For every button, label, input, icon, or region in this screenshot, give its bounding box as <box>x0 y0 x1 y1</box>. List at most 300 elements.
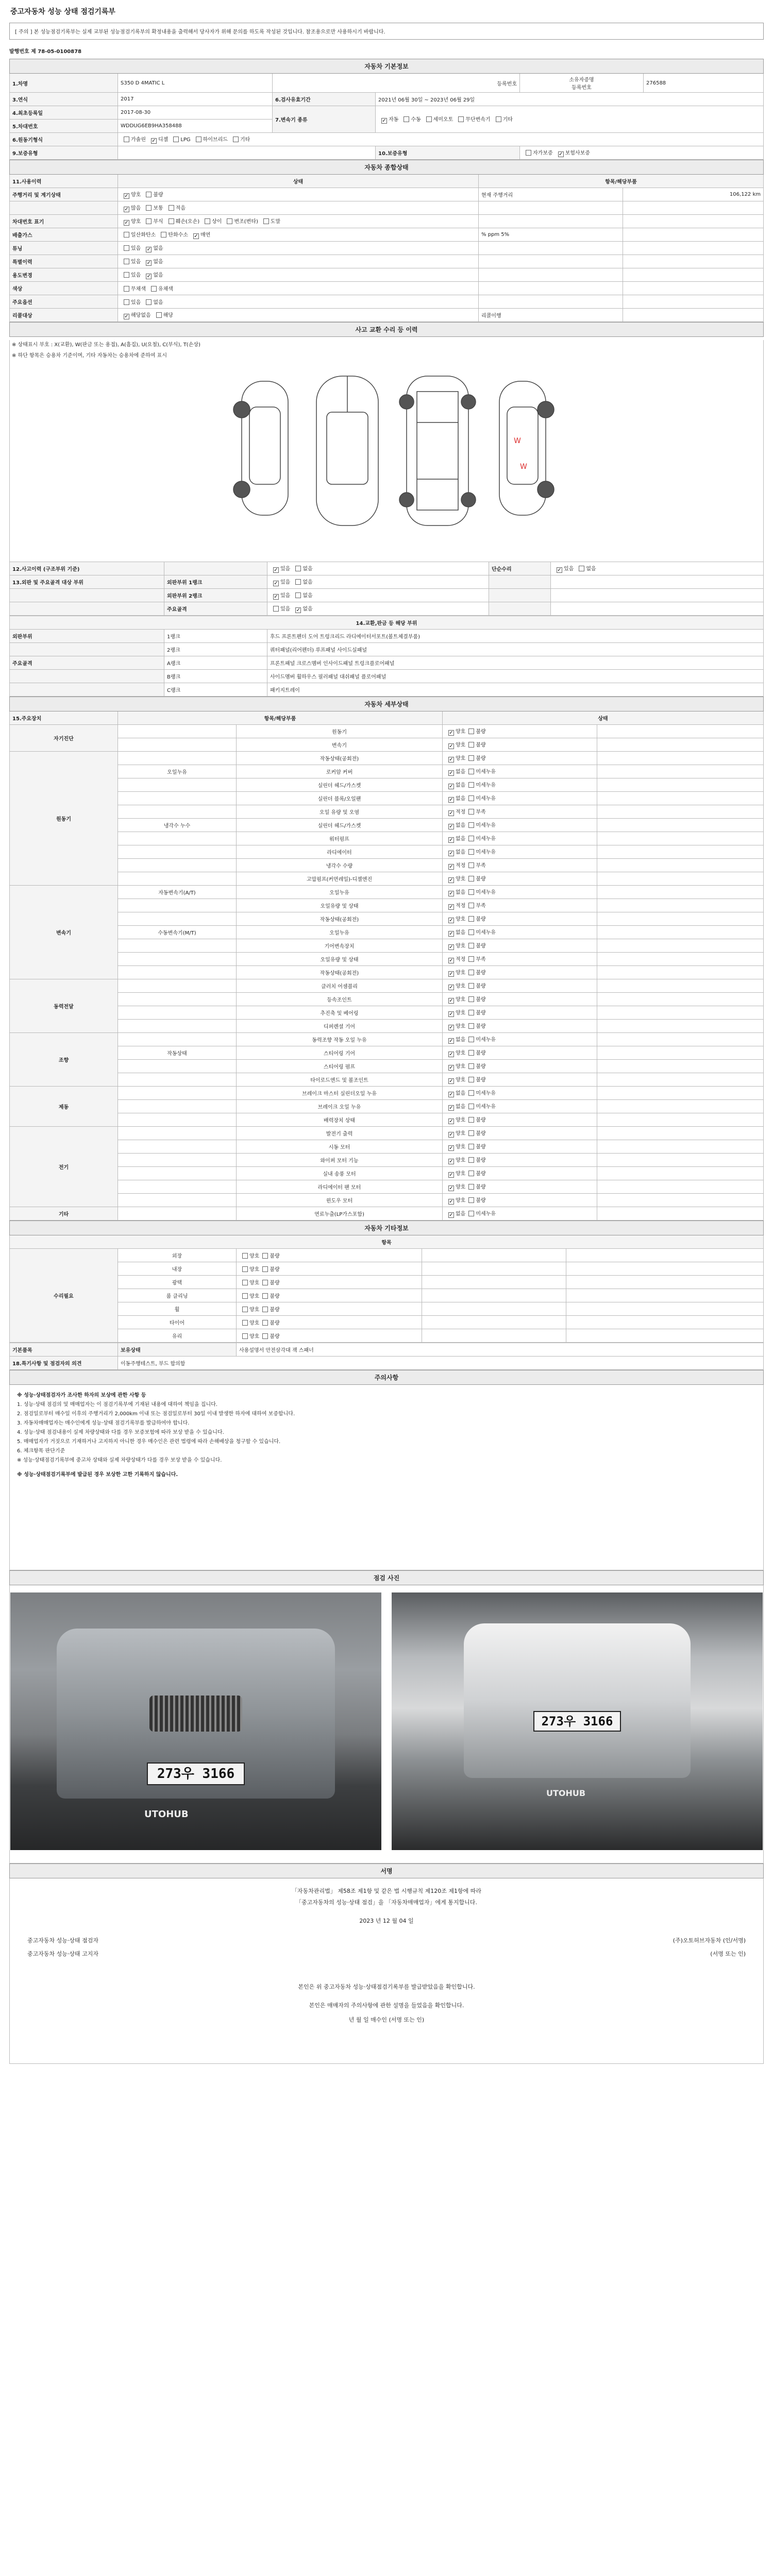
checkbox-label: 없음 <box>153 273 163 278</box>
table-row <box>10 683 764 697</box>
checkbox-option[interactable] <box>121 257 141 265</box>
sub-label <box>118 1033 237 1046</box>
checkbox[interactable] <box>448 784 454 789</box>
checkbox[interactable] <box>468 1010 474 1015</box>
rank-label: C랭크 <box>164 683 267 697</box>
checkbox[interactable] <box>233 137 239 142</box>
checkbox-option[interactable] <box>292 564 312 572</box>
checkbox[interactable] <box>273 567 279 573</box>
checkbox[interactable] <box>262 1333 268 1339</box>
checkbox[interactable] <box>448 757 454 762</box>
empty-cell <box>597 1127 764 1140</box>
empty-cell <box>566 1329 764 1343</box>
empty-cell <box>597 792 764 805</box>
reg-sub: 등록번호 <box>572 85 592 91</box>
table-row <box>10 966 764 979</box>
empty-cell <box>597 738 764 752</box>
checkbox[interactable] <box>273 581 279 586</box>
notes-heading: 주의사항 <box>10 1370 764 1385</box>
checkbox[interactable] <box>448 1172 454 1178</box>
empty-cell <box>422 1262 566 1276</box>
checkbox[interactable] <box>173 137 179 142</box>
checkbox[interactable] <box>448 985 454 990</box>
row-label <box>10 683 164 697</box>
top-notice-text: [ 주의 ] 본 성능점검기록부는 실제 교부된 성능점검기록부의 확정내용을 출력해서 당사자가 위해 문의를 하도록 작성된 것입니다. 참조용으로만 사용하시기 바랍니다. <box>15 29 385 35</box>
checkbox[interactable] <box>124 299 129 305</box>
checkbox[interactable] <box>169 218 174 224</box>
checkbox[interactable] <box>448 797 454 803</box>
checkbox[interactable] <box>193 233 199 239</box>
checkbox[interactable] <box>242 1293 248 1299</box>
checkbox[interactable] <box>161 232 166 238</box>
checkbox[interactable] <box>468 929 474 935</box>
checkbox-option[interactable] <box>170 137 190 143</box>
row-label: 차대번호 표기 <box>10 215 118 228</box>
checkbox[interactable] <box>468 1144 474 1149</box>
checkbox[interactable] <box>468 755 474 761</box>
checkbox-option[interactable] <box>493 115 513 123</box>
checkbox[interactable] <box>124 272 129 278</box>
checkbox[interactable] <box>146 205 152 211</box>
checkbox-option[interactable] <box>292 604 312 613</box>
checkbox[interactable] <box>557 567 562 573</box>
checkbox[interactable] <box>381 118 387 124</box>
checkbox[interactable] <box>468 1037 474 1042</box>
checkbox[interactable] <box>262 1253 268 1259</box>
note-label <box>479 282 623 295</box>
checkbox[interactable] <box>242 1333 248 1339</box>
front-photo <box>10 1592 381 1850</box>
checkbox[interactable] <box>448 743 454 749</box>
sub-label <box>118 1154 237 1167</box>
inspector-row <box>17 1934 756 1947</box>
checkbox[interactable] <box>448 918 454 923</box>
checkbox-label: 자동 <box>389 117 399 123</box>
checkbox[interactable] <box>468 728 474 734</box>
checkbox[interactable] <box>124 207 129 212</box>
state-options: 양호 불량 <box>237 1249 422 1262</box>
checkbox-option[interactable] <box>143 190 163 198</box>
table-row <box>10 1180 764 1194</box>
legend-text-2: ※ 하단 항목은 승용차 기준이며, 기타 자동차는 승용차에 준하여 표시 <box>12 353 167 359</box>
checkbox[interactable] <box>262 1320 268 1326</box>
checkbox[interactable] <box>468 782 474 788</box>
sub-label <box>118 778 237 792</box>
state-options: ✓ 양호 불량 <box>443 966 597 979</box>
col-header: 상태 <box>443 711 764 725</box>
checkbox[interactable] <box>448 1105 454 1111</box>
note-label: % ppm 5% <box>479 228 623 242</box>
checkbox-option[interactable] <box>153 311 173 318</box>
checkbox[interactable] <box>196 137 201 142</box>
checkbox[interactable] <box>262 1280 268 1285</box>
state-options: ✓ 없음 미세누유 <box>443 1087 597 1100</box>
checkbox[interactable] <box>404 116 409 122</box>
checkbox-option[interactable] <box>121 190 141 199</box>
table-row <box>10 309 764 322</box>
row-label: 5.차대번호 <box>10 120 118 133</box>
checkbox-label: 무단변속기 <box>465 117 491 123</box>
checkbox[interactable] <box>526 150 531 156</box>
checkbox-option[interactable] <box>143 298 163 306</box>
row-label: 기본품목 <box>10 1343 118 1357</box>
checkbox[interactable] <box>124 193 129 199</box>
checkbox[interactable] <box>468 862 474 868</box>
col-header: 항목/해당부품 <box>479 175 764 188</box>
checkbox[interactable] <box>156 312 162 318</box>
checkbox[interactable] <box>448 730 454 736</box>
checkbox[interactable] <box>448 770 454 776</box>
checkbox[interactable] <box>468 1104 474 1109</box>
checkbox[interactable] <box>448 904 454 910</box>
empty-cell <box>422 1289 566 1302</box>
checkbox[interactable] <box>295 607 301 613</box>
table-row <box>10 1020 764 1033</box>
col-header: 항목/해당부품 <box>118 711 443 725</box>
checkbox-option[interactable] <box>270 578 290 586</box>
checkbox-option[interactable] <box>292 591 312 599</box>
part-label: 실린더 헤드/가스켓 <box>237 819 443 832</box>
checkbox[interactable] <box>262 1307 268 1312</box>
group-label: 전기 <box>10 1127 118 1207</box>
checkbox-option[interactable] <box>143 257 163 266</box>
checkbox-label: 양호 <box>131 219 141 225</box>
reg-number: 276588 <box>644 74 764 93</box>
checkbox[interactable] <box>227 218 232 224</box>
checkbox[interactable] <box>448 891 454 896</box>
sub-label <box>118 1113 237 1127</box>
checkbox-option[interactable] <box>143 217 163 225</box>
checkbox[interactable] <box>468 1117 474 1123</box>
checkbox-option[interactable] <box>143 204 163 211</box>
checkbox[interactable] <box>124 232 129 238</box>
checkbox-option[interactable] <box>143 244 163 252</box>
checkbox-option[interactable] <box>270 564 290 573</box>
checkbox[interactable] <box>448 1212 454 1218</box>
row-label-2 <box>489 589 551 602</box>
group-label: 변속기 <box>10 886 118 979</box>
state-options: ✓ 없음 미세누유 <box>443 926 597 939</box>
checkbox-label: 있음 <box>131 273 141 278</box>
checkbox[interactable] <box>448 1185 454 1191</box>
table-row <box>10 93 764 106</box>
checkbox[interactable] <box>468 1157 474 1163</box>
note-line: 3. 자동차매매업자는 매수인에게 성능·상태 점검기록부를 발급하여야 합니다. <box>17 1420 190 1426</box>
checkbox[interactable] <box>448 810 454 816</box>
checkbox[interactable] <box>468 822 474 828</box>
table-row <box>10 792 764 805</box>
checkbox[interactable] <box>426 116 432 122</box>
checkbox[interactable] <box>468 769 474 774</box>
checkbox[interactable] <box>448 998 454 1004</box>
checkbox-option[interactable] <box>148 284 173 292</box>
checkbox[interactable] <box>468 809 474 815</box>
checkbox[interactable] <box>273 606 279 612</box>
checkbox-option[interactable] <box>121 244 141 251</box>
checkbox-option[interactable] <box>143 270 163 279</box>
checkbox[interactable] <box>169 205 174 211</box>
checkbox-option[interactable] <box>230 135 250 143</box>
checkbox[interactable] <box>124 137 129 142</box>
checkbox[interactable] <box>468 1130 474 1136</box>
checkbox[interactable] <box>468 795 474 801</box>
checkbox[interactable] <box>124 220 129 226</box>
table-row <box>10 845 764 859</box>
checkbox-option[interactable] <box>292 578 312 585</box>
empty-cell <box>597 1207 764 1221</box>
checkbox-option[interactable] <box>193 135 228 143</box>
checkbox[interactable] <box>295 592 301 598</box>
checkbox[interactable] <box>468 876 474 882</box>
checkbox[interactable] <box>242 1266 248 1272</box>
row-label: 주요옵션 <box>10 295 118 309</box>
checkbox[interactable] <box>448 1092 454 1097</box>
checkbox-option[interactable] <box>555 148 590 157</box>
checkbox[interactable] <box>242 1307 248 1312</box>
state-options-2 <box>551 575 764 589</box>
checkbox[interactable] <box>146 274 152 279</box>
checkbox[interactable] <box>448 1118 454 1124</box>
state-options: 양호 불량 <box>237 1329 422 1343</box>
checkbox-option[interactable] <box>270 591 290 600</box>
state-options <box>118 201 479 215</box>
checkbox[interactable] <box>579 566 584 571</box>
checkbox[interactable] <box>448 971 454 977</box>
empty-cell <box>566 1249 764 1262</box>
detail-heading: 자동차 세부상태 <box>10 697 764 711</box>
checkbox-label: 부식 <box>153 219 163 225</box>
checkbox[interactable] <box>151 286 157 292</box>
checkbox[interactable] <box>262 1293 268 1299</box>
empty-cell <box>597 953 764 966</box>
reg-label: 소유자증명 <box>569 77 594 83</box>
notes-body <box>9 1385 764 1570</box>
table-row <box>10 74 764 93</box>
checkbox[interactable] <box>468 836 474 841</box>
checkbox[interactable] <box>146 192 152 197</box>
checkbox-option[interactable] <box>190 230 210 239</box>
note-line: 6. 체크항목 판단기준 <box>17 1448 65 1454</box>
checkbox[interactable] <box>468 1050 474 1056</box>
basic-items: 사용설명서 안전삼각대 잭 스패너 <box>237 1343 764 1357</box>
state-options <box>118 309 479 322</box>
checkbox[interactable] <box>124 314 129 319</box>
state-options: 양호 불량 <box>237 1302 422 1316</box>
checkbox[interactable] <box>242 1280 248 1285</box>
checkbox[interactable] <box>468 1023 474 1029</box>
empty-cell <box>597 993 764 1006</box>
checkbox[interactable] <box>468 916 474 922</box>
checkbox-option[interactable] <box>400 115 421 123</box>
state-options <box>118 255 479 268</box>
checkbox[interactable] <box>295 579 301 585</box>
checkbox-label: LPG <box>180 137 191 143</box>
checkbox[interactable] <box>295 566 301 571</box>
table-row <box>10 1100 764 1113</box>
part-label: 기어변속장치 <box>237 939 443 953</box>
checkbox[interactable] <box>468 970 474 975</box>
table-row <box>10 886 764 899</box>
checkbox[interactable] <box>448 944 454 950</box>
checkbox[interactable] <box>146 299 152 305</box>
checkbox-label: 기타 <box>502 117 513 123</box>
checkbox[interactable] <box>146 247 152 252</box>
checkbox[interactable] <box>448 864 454 870</box>
checkbox[interactable] <box>448 1078 454 1084</box>
rank-label: A랭크 <box>164 656 267 670</box>
signature-table <box>9 1863 764 1878</box>
table-row <box>10 765 764 778</box>
checkbox[interactable] <box>448 958 454 963</box>
checkbox[interactable] <box>448 824 454 829</box>
state-options: ✓ 적정 부족 <box>443 805 597 819</box>
checkbox-option[interactable] <box>158 230 188 238</box>
checkbox-option[interactable] <box>121 230 156 238</box>
checkbox[interactable] <box>468 1171 474 1176</box>
state-options: 양호 불량 <box>237 1262 422 1276</box>
checkbox-label: 많음 <box>131 206 141 211</box>
checkbox[interactable] <box>448 1132 454 1138</box>
state-options: ✓ 양호 불량 <box>443 1180 597 1194</box>
part-label: 라디에이터 <box>237 845 443 859</box>
checkbox-option[interactable] <box>423 115 453 123</box>
state-options: ✓ 양호 불량 <box>443 1154 597 1167</box>
checkbox[interactable] <box>496 116 501 122</box>
checkbox-option[interactable] <box>121 135 146 143</box>
checkbox-option[interactable] <box>121 298 141 306</box>
state-options <box>267 575 489 589</box>
checkbox[interactable] <box>262 1266 268 1272</box>
checkbox-label: 보통 <box>153 206 163 211</box>
table-row <box>10 1316 764 1329</box>
checkbox[interactable] <box>242 1320 248 1326</box>
sub-label <box>118 953 237 966</box>
part-label: 워터펌프 <box>237 832 443 845</box>
note-value: 106,122 km <box>623 188 764 201</box>
checkbox-label: 있음 <box>280 566 291 572</box>
checkbox[interactable] <box>468 1197 474 1203</box>
checkbox-option[interactable] <box>148 135 168 144</box>
checkbox[interactable] <box>124 286 129 292</box>
rear-plate: 273우 3166 <box>533 1711 621 1732</box>
sub-label <box>118 1100 237 1113</box>
checkbox[interactable] <box>468 996 474 1002</box>
checkbox[interactable] <box>448 1145 454 1151</box>
state-options: ✓ 적정 부족 <box>443 899 597 912</box>
checkbox-option[interactable] <box>121 284 146 292</box>
table-row <box>10 725 764 738</box>
checkbox[interactable] <box>448 1065 454 1071</box>
checkbox[interactable] <box>558 151 564 157</box>
checkbox[interactable] <box>448 1038 454 1044</box>
checkbox-option[interactable] <box>165 204 186 211</box>
checkbox-option[interactable] <box>224 217 258 225</box>
checkbox-option[interactable] <box>270 604 290 612</box>
checkbox[interactable] <box>468 983 474 989</box>
checkbox-option[interactable] <box>121 204 141 212</box>
checkbox[interactable] <box>448 1025 454 1030</box>
checkbox[interactable] <box>124 259 129 264</box>
checkbox[interactable] <box>458 116 464 122</box>
trans-options <box>376 106 764 133</box>
checkbox-option[interactable] <box>455 115 490 123</box>
sub-label <box>118 1180 237 1194</box>
checkbox[interactable] <box>468 1184 474 1190</box>
checkbox-option[interactable] <box>121 270 141 278</box>
checkbox[interactable] <box>205 218 210 224</box>
checkbox[interactable] <box>468 849 474 855</box>
checkbox[interactable] <box>448 1011 454 1017</box>
notifier-label: 중고자동차 성능·상태 고지자 <box>27 1951 99 1957</box>
checkbox[interactable] <box>448 837 454 843</box>
checkbox-option[interactable] <box>523 148 553 156</box>
checkbox[interactable] <box>448 1199 454 1205</box>
checkbox-option[interactable] <box>201 217 222 225</box>
empty-cell <box>566 1302 764 1316</box>
checkbox[interactable] <box>468 742 474 748</box>
checkbox[interactable] <box>448 877 454 883</box>
checkbox-label: 훼손(오손) <box>175 219 200 225</box>
table-row <box>10 268 764 282</box>
checkbox-option[interactable] <box>553 564 574 573</box>
checkbox[interactable] <box>146 260 152 266</box>
checkbox-label: 기타 <box>240 137 250 143</box>
checkbox[interactable] <box>468 956 474 962</box>
empty-cell <box>566 1316 764 1329</box>
sub-label <box>118 1087 237 1100</box>
checkbox-option[interactable] <box>121 217 141 226</box>
checkbox[interactable] <box>242 1253 248 1259</box>
checkbox[interactable] <box>468 903 474 908</box>
checkbox-label: 있음 <box>280 580 291 585</box>
signature-heading: 서명 <box>10 1864 764 1878</box>
checkbox[interactable] <box>146 218 152 224</box>
checkbox[interactable] <box>448 1159 454 1164</box>
checkbox[interactable] <box>468 943 474 948</box>
checkbox-option[interactable] <box>378 115 398 124</box>
table-row <box>10 939 764 953</box>
summary-table <box>9 160 764 322</box>
doc-no-label: 발행번호 제 <box>9 49 36 55</box>
checkbox-option[interactable] <box>165 217 199 225</box>
part-label: 동력조향 작동 오일 누유 <box>237 1033 443 1046</box>
checkbox[interactable] <box>151 138 157 144</box>
checkbox[interactable] <box>448 1052 454 1057</box>
checkbox-label: 일산화탄소 <box>131 232 156 238</box>
checkbox[interactable] <box>468 1211 474 1216</box>
photos-table <box>9 1570 764 1585</box>
checkbox[interactable] <box>448 851 454 856</box>
checkbox-option[interactable] <box>260 217 280 225</box>
other-heading: 자동차 기타정보 <box>10 1221 764 1235</box>
state-options <box>118 188 479 201</box>
checkbox[interactable] <box>468 889 474 895</box>
part-label: 실내 송풍 모터 <box>237 1167 443 1180</box>
checkbox[interactable] <box>448 931 454 937</box>
checkbox-option[interactable] <box>576 564 596 572</box>
checkbox[interactable] <box>468 1063 474 1069</box>
checkbox-option[interactable] <box>121 311 151 319</box>
checkbox[interactable] <box>468 1090 474 1096</box>
checkbox[interactable] <box>124 245 129 251</box>
checkbox[interactable] <box>273 594 279 600</box>
checkbox[interactable] <box>263 218 269 224</box>
receipt-line: 본인은 매매자의 주의사항에 관한 설명을 들었음을 확인합니다. <box>309 2002 464 2009</box>
checkbox[interactable] <box>468 1077 474 1082</box>
empty-cell <box>597 859 764 872</box>
state-options: ✓ 양호 불량 <box>443 752 597 765</box>
inspection-validity: 2021년 06월 30일 ~ 2023년 06월 29일 <box>376 93 764 106</box>
